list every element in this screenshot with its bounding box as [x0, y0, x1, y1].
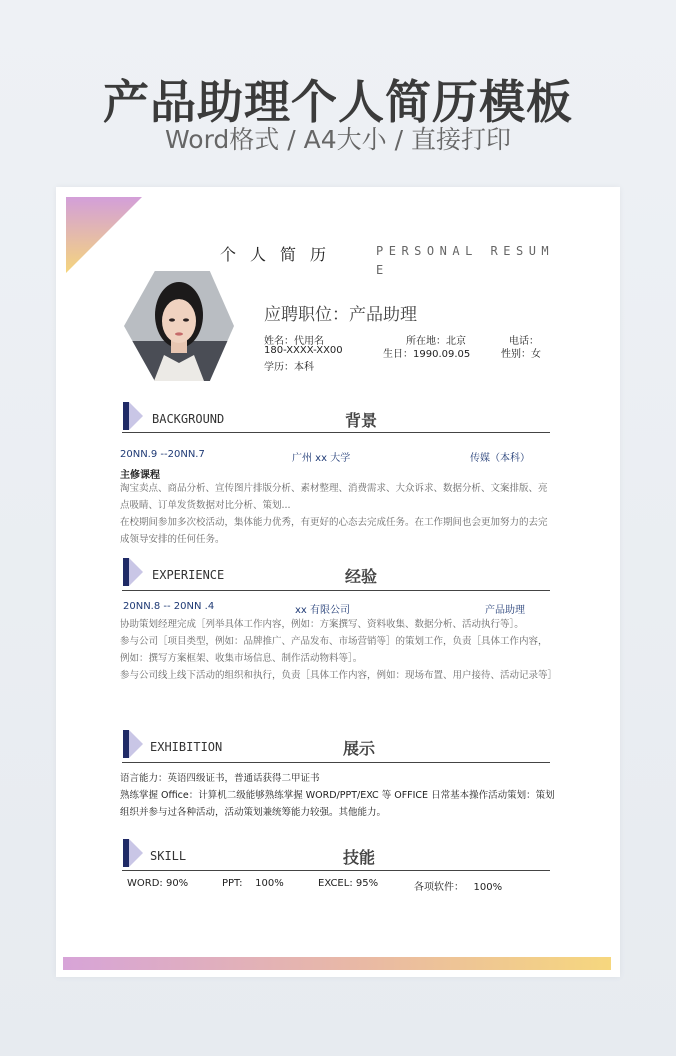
section-background-en: BACKGROUND [152, 412, 225, 426]
experience-company: xx 有限公司 [295, 605, 351, 616]
education-major: 传媒（本科） [470, 453, 530, 464]
education-desc: 在校期间参加多次校活动，集体能力优秀，有更好的心态去完成任务。在工作期间也会更加努力的去完成领导安排的任何任务。 [120, 517, 548, 545]
info-education: 学历：本科 [264, 362, 314, 373]
section-divider [122, 432, 550, 433]
section-exhibition-en: EXHIBITION [150, 740, 223, 754]
profile-photo [124, 271, 234, 381]
section-experience-en: EXPERIENCE [152, 568, 225, 582]
info-phone: 180-XXXX-XX00 [264, 345, 343, 356]
section-flag-icon [123, 839, 145, 867]
corner-triangle-decoration [66, 197, 142, 273]
resume-title-cn: 个人简历 [220, 245, 341, 264]
section-skill-cn: 技能 [343, 848, 376, 867]
course-list: 淘宝卖点、商品分析、宣传图片排版分析、素材整理、消费需求、大众诉求、数据分析、文案排版、亮点吸睛、订单发货数据对比分析、策划... [120, 483, 548, 511]
experience-item: 参与公司［项目类型，例如：品牌推广、产品发布、市场营销等］的策划工作，负责［具体工作内容，例如：撰写方案框架、收集市场信息、制作活动物料等］。 [120, 636, 548, 664]
experience-item: 协助策划经理完成［列举具体工作内容，例如：方案撰写、资料收集、数据分析、活动执行等］。 [120, 619, 524, 630]
experience-item: 参与公司线上线下活动的组织和执行，负责［具体工作内容，例如：现场布置、用户接待、活动记录等］ [120, 670, 558, 681]
resume-title-en: PERSONAL RESUM [376, 244, 555, 258]
info-location: 所在地：北京 [406, 336, 466, 347]
skill-item: EXCEL: 95% [318, 878, 379, 889]
skill-item: WORD: 90% [127, 878, 189, 889]
section-exhibition-cn: 展示 [343, 739, 376, 758]
section-skill-en: SKILL [150, 849, 187, 863]
info-phone-label: 电话： [509, 336, 539, 347]
section-experience-cn: 经验 [345, 567, 378, 586]
section-flag-icon [123, 402, 145, 430]
section-divider [122, 762, 550, 763]
page-subtitle: Word格式 / A4大小 / 直接打印 [165, 125, 511, 154]
section-background-cn: 背景 [345, 411, 378, 430]
exhibition-item: 熟练掌握 Office：计算机二级能够熟练掌握 WORD/PPT/EXC 等 OFFICE 日常基本操作活动策划：策划组织并参与过各种活动，活动策划兼统筹能力较强。其他能力。 [120, 790, 555, 818]
section-flag-icon [123, 730, 145, 758]
bottom-gradient-bar [63, 957, 611, 970]
section-divider [122, 590, 550, 591]
experience-role: 产品助理 [485, 605, 525, 616]
resume-paper [56, 187, 620, 977]
section-flag-icon [123, 558, 145, 586]
resume-title-en-wrap: E [376, 263, 384, 277]
info-name: 姓名：代用名 [264, 336, 324, 347]
course-title: 主修课程 [120, 470, 160, 481]
exhibition-item: 语言能力：英语四级证书，普通话获得二甲证书 [120, 773, 320, 784]
skill-item: 各项软件： 100% [414, 882, 503, 893]
page-title: 产品助理个人简历模板 [103, 75, 573, 129]
info-birthday: 生日：1990.09.05 [383, 349, 471, 360]
education-period: 20NN.9 --20NN.7 [120, 449, 205, 460]
info-gender: 性别：女 [501, 349, 541, 360]
section-divider [122, 870, 550, 871]
experience-period: 20NN.8 -- 20NN .4 [123, 601, 215, 612]
applied-position: 应聘职位：产品助理 [264, 305, 417, 325]
skill-item: PPT: 100% [222, 878, 284, 889]
education-school: 广州 xx 大学 [292, 453, 351, 464]
